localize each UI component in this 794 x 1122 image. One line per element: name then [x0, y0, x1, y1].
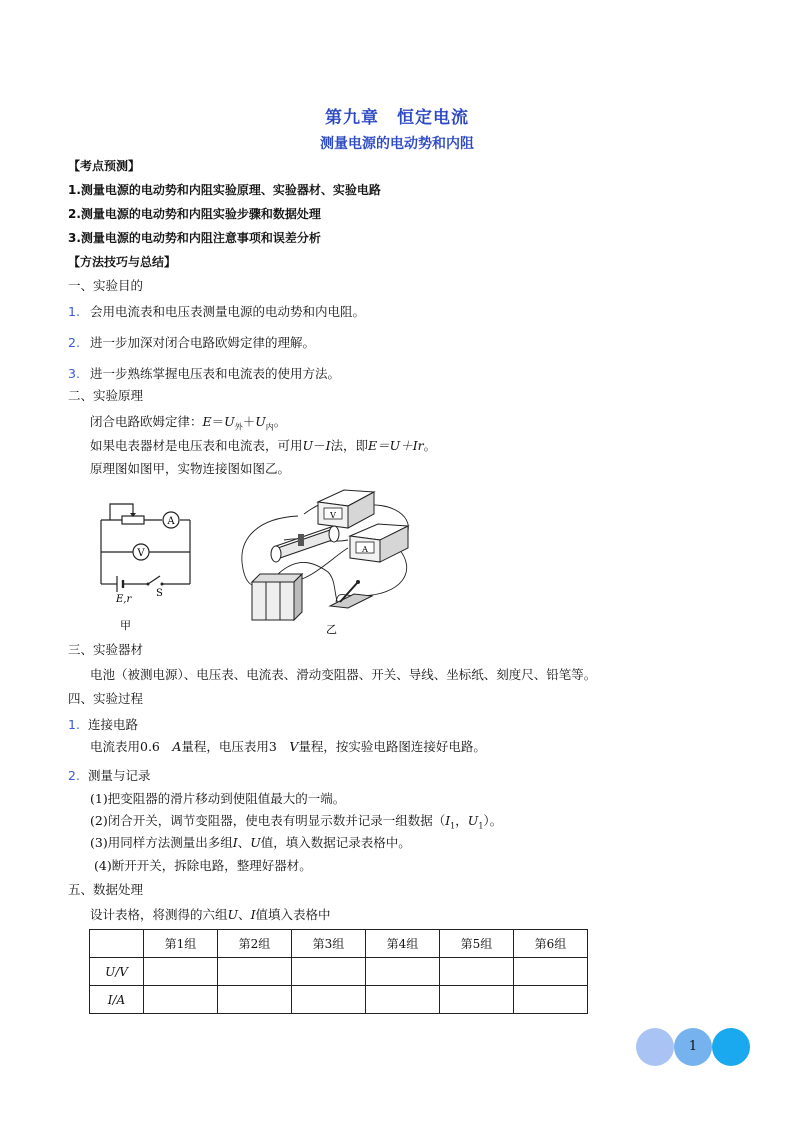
list-item [68, 366, 340, 382]
step-text [90, 739, 486, 755]
text: － [313, 438, 326, 453]
text: ， [455, 813, 468, 828]
table-cell [440, 986, 514, 1014]
section-heading: 三、实验器材 [68, 642, 144, 657]
table-cell [440, 958, 514, 986]
equipment-list: 电池（被测电源）、电压表、电流表、滑动变阻器、开关、导线、坐标纸、刻度尺、铅笔等。 [90, 667, 597, 682]
text: 如果电表器材是电压表和电流表，可用 [90, 438, 303, 453]
table-header-cell: 第1组 [144, 930, 218, 958]
symbol: I [445, 813, 451, 828]
text: 电流表用0.6 [90, 739, 173, 754]
text: 值，填入数据记录表格中。 [260, 835, 411, 850]
decor-dot [712, 1028, 750, 1066]
symbol: ＝ [211, 414, 225, 429]
page-number: 1 [688, 1039, 698, 1054]
voltmeter-device-label: V [330, 511, 336, 520]
text: 设计表格，将测得的六组 [90, 907, 228, 922]
methods-heading: 【方法技巧与总结】 [68, 255, 177, 269]
apparatus-illustration [238, 478, 418, 636]
table-header-cell: 第3组 [292, 930, 366, 958]
symbol: U [227, 907, 239, 922]
symbol: I [325, 438, 331, 453]
exam-focus-item: 3.测量电源的电动势和内阻注意事项和误差分析 [68, 231, 321, 245]
symbol: I [250, 907, 256, 922]
item-text: 进一步加深对闭合电路欧姆定律的理解。 [90, 335, 316, 350]
table-header-cell: 第2组 [218, 930, 292, 958]
step-number: 2. [68, 768, 80, 783]
rheostat-device [271, 526, 339, 562]
table-cell [144, 986, 218, 1014]
section-heading: 四、实验过程 [68, 691, 144, 706]
text: 闭合电路欧姆定律： [90, 414, 203, 429]
step-title-text: 连接电路 [88, 717, 139, 732]
table-cell [218, 958, 292, 986]
figure-label-a: 甲 [120, 619, 131, 632]
table-header-cell: 第6组 [514, 930, 588, 958]
decor-dot [636, 1028, 674, 1066]
step-text: (1)把变阻器的滑片移动到使阻值最大的一端。 [90, 791, 346, 806]
step-title [68, 768, 151, 784]
text: 量程，电压表用3 [181, 739, 290, 754]
battery-label: E,r [116, 594, 132, 605]
ui-method-line [90, 438, 436, 454]
table-header-cell [90, 930, 144, 958]
item-number: 2. [68, 335, 80, 350]
switch-contact [161, 583, 164, 586]
symbol-u: U [224, 414, 235, 429]
table-header-cell: 第4组 [366, 930, 440, 958]
table-header-cell: 第5组 [440, 930, 514, 958]
step-number: 1. [68, 717, 80, 732]
section-heading: 一、实验目的 [68, 278, 144, 293]
symbol: U [467, 813, 479, 828]
table-cell [366, 958, 440, 986]
text: 值填入表格中 [255, 907, 331, 922]
text: 量程，按实验电路图连接好电路。 [298, 739, 486, 754]
item-text: 会用电流表和电压表测量电源的电动势和内电阻。 [90, 304, 366, 319]
table-intro [90, 907, 331, 923]
symbol: U [250, 835, 261, 850]
item-text: 进一步熟练掌握电压表和电流表的使用方法。 [90, 366, 341, 381]
data-table [89, 929, 588, 1014]
ohm-law-line [90, 414, 286, 436]
figure-label-b: 乙 [326, 623, 337, 636]
table-cell [514, 986, 588, 1014]
figure-reference: 原理图如图甲，实物连接图如图乙。 [90, 461, 291, 476]
step-title [68, 717, 138, 733]
item-number: 1. [68, 304, 80, 319]
table-row [90, 986, 588, 1014]
page-number-badge [636, 1028, 752, 1066]
step-text [90, 835, 411, 851]
symbol: U [302, 438, 314, 453]
section-heading: 五、数据处理 [68, 882, 144, 897]
switch-device [330, 580, 372, 608]
step-title-text: 测量与记录 [88, 768, 151, 783]
subscript: 外 [234, 422, 243, 432]
list-item [68, 335, 315, 351]
list-item [68, 304, 365, 320]
switch-pivot [147, 583, 150, 586]
ammeter-label: A [167, 516, 175, 527]
table-cell [292, 958, 366, 986]
subscript: 内 [265, 422, 274, 432]
text: 、 [238, 907, 251, 922]
voltmeter-label: V [137, 548, 145, 559]
battery-pack [252, 574, 302, 620]
table-cell [292, 986, 366, 1014]
section-heading: 二、实验原理 [68, 388, 144, 403]
table-row-label: U/V [90, 958, 144, 986]
text: ）。 [483, 813, 503, 828]
subscript: 1 [450, 821, 456, 831]
section-subtitle: 测量电源的电动势和内阻 [320, 136, 474, 152]
table-row [90, 958, 588, 986]
item-number: 3. [68, 366, 80, 381]
step-text [90, 813, 502, 835]
table-cell [366, 986, 440, 1014]
table-header-row [90, 930, 588, 958]
table-cell [218, 986, 292, 1014]
formula: E＝U＋Ir [368, 438, 424, 453]
unit: A [172, 739, 182, 754]
table-cell [514, 958, 588, 986]
ammeter-device [350, 524, 408, 562]
table-row-label: I/A [90, 986, 144, 1014]
text: 法，即 [330, 438, 369, 453]
chapter-title: 第九章 恒定电流 [325, 108, 469, 128]
exam-focus-item: 2.测量电源的电动势和内阻实验步骤和数据处理 [68, 207, 321, 221]
subscript: 1 [478, 821, 484, 831]
voltmeter-device [318, 490, 374, 528]
text: (2)闭合开关，调节变阻器，使电表有明显示数并记录一组数据（ [90, 813, 446, 828]
symbol-e: E [202, 414, 212, 429]
table-cell [144, 958, 218, 986]
text: 。 [273, 414, 287, 429]
text: (3)用同样方法测量出多组 [90, 835, 233, 850]
switch-label: S [156, 588, 163, 599]
symbol-u: U [255, 414, 266, 429]
text: 。 [423, 438, 437, 453]
text: 、 [237, 835, 251, 850]
symbol: ＋ [242, 414, 256, 429]
symbol: I [232, 835, 238, 850]
step-text: (4)断开开关，拆除电路，整理好器材。 [94, 858, 312, 873]
unit: V [289, 739, 299, 754]
ammeter-device-label: A [362, 545, 368, 554]
exam-focus-item: 1.测量电源的电动势和内阻实验原理、实验器材、实验电路 [68, 183, 381, 197]
circuit-diagram [96, 496, 202, 632]
exam-focus-heading: 【考点预测】 [68, 159, 141, 173]
